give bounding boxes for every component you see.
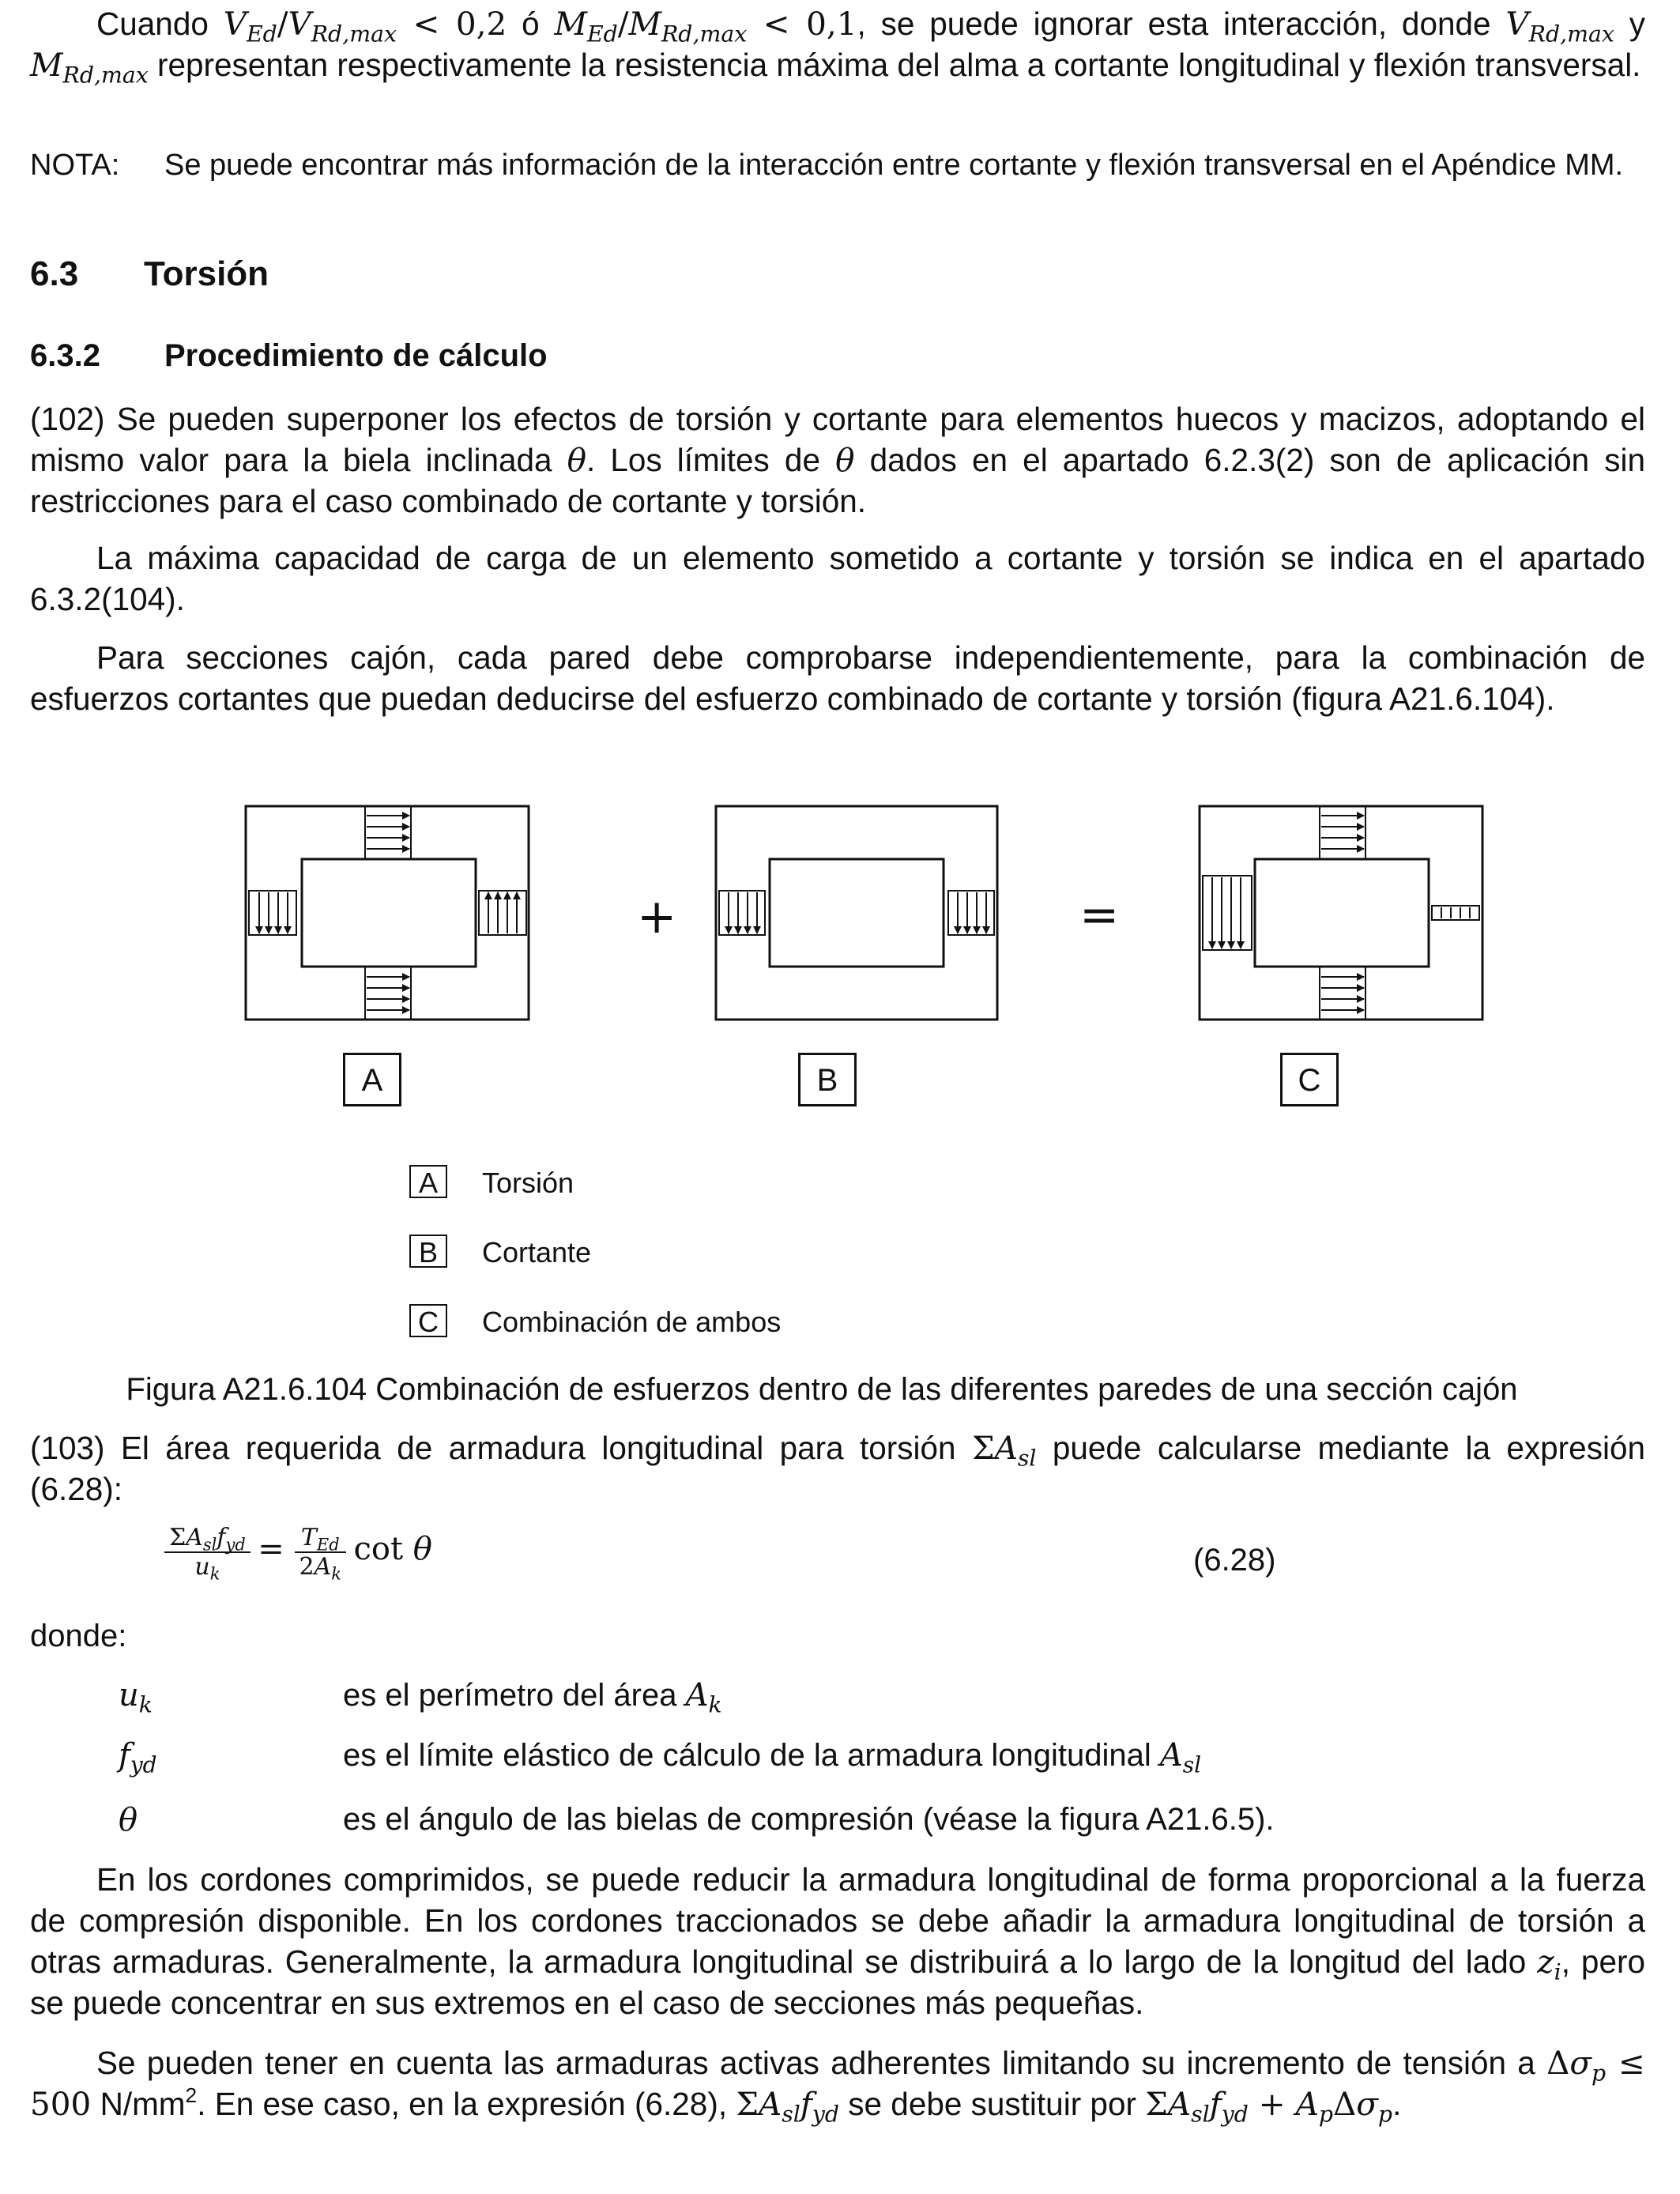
def-symbol-uk: $u_k$ (119, 1677, 153, 1718)
panel-label-a: A (343, 1053, 401, 1106)
legend-key-b: B (409, 1235, 447, 1268)
legend-key-c: C (409, 1304, 447, 1337)
legend-text-a: Torsión (482, 1167, 574, 1199)
def-text-theta: es el ángulo de las bielas de compresión (véase la figura A21.6.5). (343, 1802, 1275, 1837)
subheading-title: Procedimiento de cálculo (164, 338, 548, 373)
def-text-fyd: es el límite elástico de cálculo de la armadura longitudinal $A_{sl}$ (343, 1737, 1202, 1778)
panel-label-c: C (1280, 1053, 1339, 1106)
panel-b-diagram (716, 806, 997, 1020)
paragraph-capacity: La máxima capacidad de carga de un elemento sometido a cortante y torsión se indica en el apartado 6.3.2(104). (30, 540, 1645, 617)
note-label: NOTA: (30, 149, 120, 182)
paragraph-cordones: En los cordones comprimidos, se puede reducir la armadura longitudinal de forma proporcional a la fuerza de compresión disponible. En los cordones traccionados se debe añadir la armadura longitudinal de torsión a otras armaduras. Generalmente, la armadura longitudinal se distribuirá a lo largo de la longitud del lado $z_i$, pero se puede concentrar en sus extremos en el caso de secciones más pequeñas. (30, 1861, 1645, 2021)
note-text: Se puede encontrar más información de la interacción entre cortante y flexión transversal en el Apéndice MM. (164, 149, 1624, 182)
subheading-number: 6.3.2 (30, 338, 100, 373)
legend-text-b: Cortante (482, 1236, 592, 1269)
heading-title: Torsión (144, 254, 269, 293)
paragraph-102: (102) Se pueden superponer los efectos de torsión y cortante para elementos huecos y macizos, adoptando el mismo valor para la biela inclinada θ. Los límites de θ dados en el apartado 6.2.3(2) son de aplicación sin restricciones para el caso combinado de cortante y torsión. (30, 401, 1645, 519)
def-symbol-fyd: $f_{yd}$ (119, 1737, 157, 1778)
legend-text-c: Combinación de ambos (482, 1306, 782, 1338)
paragraph-cajon: Para secciones cajón, cada pared debe comprobarse independientemente, para la combinación de esfuerzos cortantes que puedan deducirse del esfuerzo combinado de cortante y torsión (figura A21.6.104). (30, 639, 1645, 717)
equation-number: (6.28) (1193, 1543, 1276, 1578)
panel-a-diagram (246, 806, 529, 1020)
panel-c-diagram (1200, 806, 1482, 1020)
intro-paragraph: Cuando $V_{Ed}/V_{Rd,max} < 0,2$ ó $M_{Ed}/M_{Rd,max} < 0,1$, se puede ignorar esta interacción, donde $V_{Rd,max}$ y $M_{Rd,max}$ representan respectivamente la resistencia máxima del alma a cortante longitudinal y flexión transversal. (30, 5, 1646, 89)
donde-label: donde: (30, 1619, 127, 1653)
plus-sign: + (637, 889, 677, 944)
panel-label-b: B (798, 1053, 857, 1106)
paragraph-103: (103) El área requerida de armadura longitudinal para torsión $\Sigma A_{sl}$ puede calcularse mediante la expresión (6.28): (30, 1429, 1645, 1507)
heading-number: 6.3 (30, 254, 79, 293)
equation-628: $\frac{\Sigma A_{sl}f_{yd}}{u_k}$ = $\frac{T_{Ed}}{2A_k}$ cot θ (164, 1524, 432, 1581)
paragraph-activas: Se pueden tener en cuenta las armaduras activas adherentes limitando su incremento de tensión a $\Delta\sigma_p \le 500$ $N/mm^2$. En ese caso, en la expresión (6.28), $\Sigma A_{sl}f_{yd}$ se debe sustituir por $\Sigma A_{sl}f_{yd} + A_p\Delta\sigma_p$. (30, 2044, 1645, 2128)
equals-sign: = (1079, 888, 1120, 943)
def-symbol-theta: θ (119, 1802, 138, 1838)
legend-key-a: A (409, 1165, 447, 1198)
figure-caption: Figura A21.6.104 Combinación de esfuerzos dentro de las diferentes paredes de una sección cajón (126, 1372, 1518, 1407)
def-text-uk: es el perímetro del área $A_k$ (343, 1677, 722, 1718)
